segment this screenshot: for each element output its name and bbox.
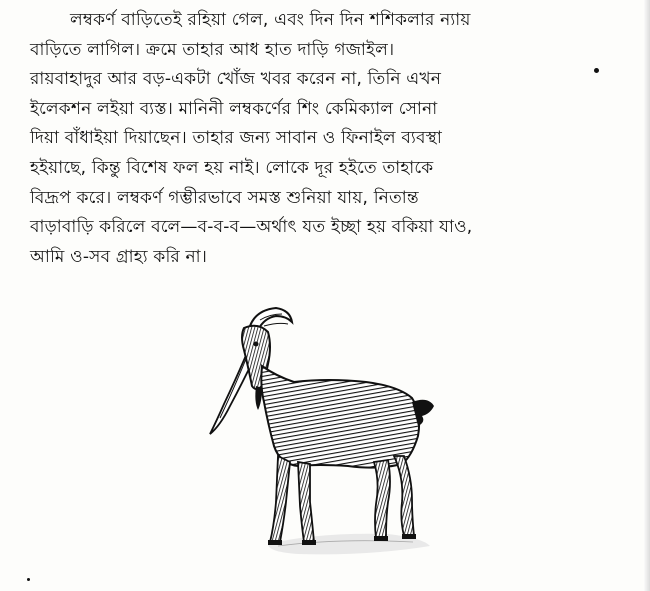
page-edge-shadow bbox=[644, 0, 650, 591]
text-line: বাড়িতে লাগিল। ক্রমে তাহার আধ হাত দাড়ি গজাইল। bbox=[30, 39, 395, 60]
ink-speck bbox=[27, 578, 30, 581]
text-line: বিদ্রূপ করে। লম্বকর্ণ গম্ভীরভাবে সমস্ত শুনিয়া যায়, নিতান্ত bbox=[30, 187, 419, 208]
text-line: হইয়াছে, কিন্তু বিশেষ ফল হয় নাই। লোকে দূর হইতে তাহাকে bbox=[30, 157, 434, 178]
text-line: রায়বাহাদুর আর বড়-একটা খোঁজ খবর করেন না, তিনি এখন bbox=[30, 69, 442, 90]
ink-speck bbox=[594, 68, 599, 73]
text-line: আমি ও-সব গ্রাহ্য করি না। bbox=[30, 246, 208, 267]
text-line: বাড়াবাড়ি করিলে বলে—ব-ব-ব—অর্থাৎ যত ইচ্ছা হয় বকিয়া যাও, bbox=[30, 217, 473, 238]
goat-illustration bbox=[198, 306, 448, 562]
text-line: লম্বকর্ণ বাড়িতেই রহিয়া গেল, এবং দিন দিন শশিকলার ন্যায় bbox=[70, 10, 471, 30]
paragraph bbox=[30, 6, 590, 272]
text-line: ইলেকশন লইয়া ব্যস্ত। মানিনী লম্বকর্ণের শিং কেমিক্যাল সোনা bbox=[30, 98, 438, 119]
text-line: দিয়া বাঁধাইয়া দিয়াছেন। তাহার জন্য সাবান ও ফিনাইল ব্যবস্থা bbox=[30, 128, 443, 149]
